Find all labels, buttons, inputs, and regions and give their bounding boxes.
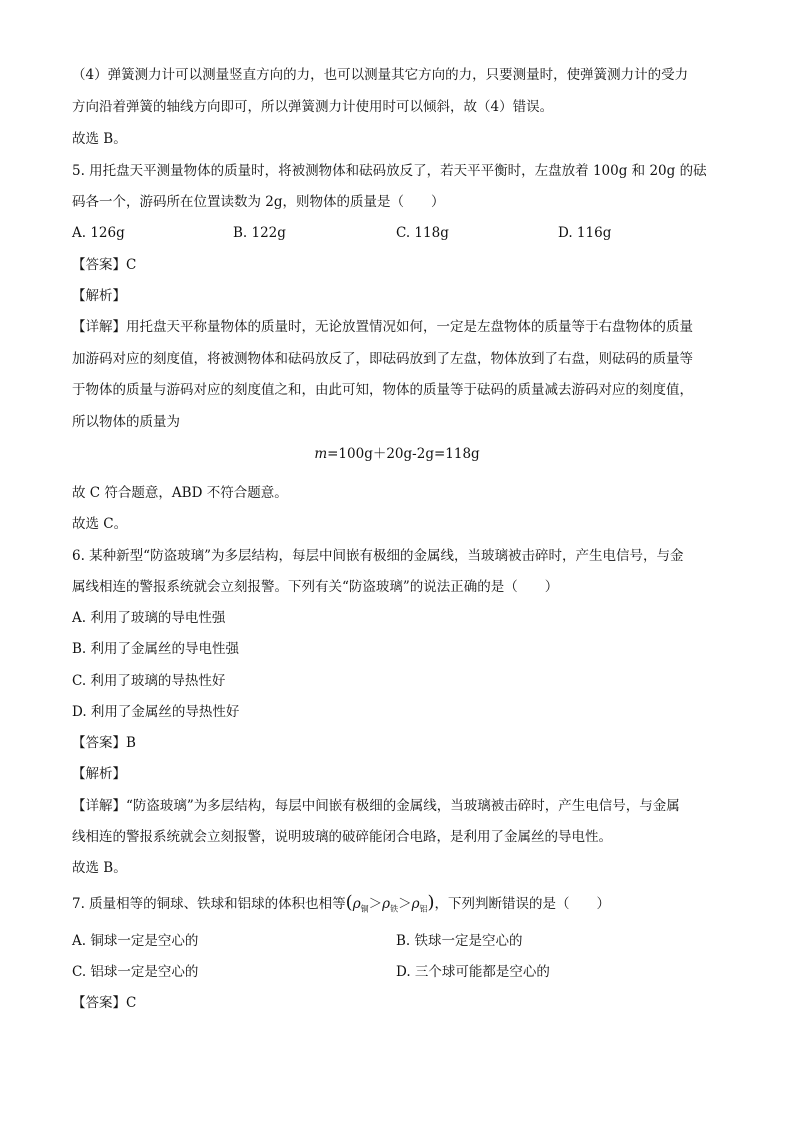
q6-detail-text-1: “防盗玻璃”为多层结构，每层中间嵌有极细的金属线，当玻璃被击碎时，产生电信号，与金属 xyxy=(126,798,680,814)
q6-detail-line-2: 线相连的警报系统就会立刻报警，说明玻璃的破碎能闭合电路，是利用了金属丝的导电性。 xyxy=(72,829,612,845)
q5-detail-line-4: 所以物体的质量为 xyxy=(72,414,180,430)
q5-option-a: A. 126g xyxy=(72,225,125,241)
q7-sub-aluminum: 铝 xyxy=(419,904,428,914)
q6-analysis-tag: 【解析】 xyxy=(72,766,126,782)
q7-stem-end: ，下列判断错误的是（ ） xyxy=(434,896,611,912)
q5-detail-line-1 xyxy=(72,318,693,336)
q7-stem-start: 7. 质量相等的铜球、铁球和铝球的体积也相等 xyxy=(72,896,346,912)
q5-detail-line-2: 加游码对应的刻度值，将被测物体和砝码放反了，即砝码放到了左盘，物体放到了右盘，则砝码的质量等 xyxy=(72,351,693,367)
q5-detail-line-5: 故 C 符合题意，ABD 不符合题意。 xyxy=(72,485,288,501)
q6-detail-line-1 xyxy=(72,797,680,815)
q5-formula-var: m xyxy=(314,446,328,462)
q5-detail-text-1: 用托盘天平称量物体的质量时，无论放置情况如何，一定是左盘物体的质量等于右盘物体的质量 xyxy=(126,319,693,335)
q5-formula xyxy=(0,445,794,463)
q6-option-a: A. 利用了玻璃的导电性强 xyxy=(72,610,226,626)
q5-answer-value: C xyxy=(126,257,137,273)
q7-option-d: D. 三个球可能都是空心的 xyxy=(396,964,550,980)
q7-rho-copper: ρ xyxy=(352,896,361,912)
q5-detail-tag: 【详解】 xyxy=(72,319,126,335)
q7-gt-1: ＞ xyxy=(368,896,383,912)
q5-option-d: D. 116g xyxy=(558,225,612,241)
q6-conclusion: 故选 B。 xyxy=(72,860,127,876)
q7-rho-iron: ρ xyxy=(382,896,391,912)
q6-answer-tag: 【答案】 xyxy=(72,735,126,751)
q7-open-paren: ( xyxy=(345,892,353,913)
q4-conclusion: 故选 B。 xyxy=(72,131,127,147)
q7-gt-2: ＞ xyxy=(398,896,412,912)
q6-option-b: B. 利用了金属丝的导电性强 xyxy=(72,641,240,657)
q7-rho-aluminum: ρ xyxy=(411,896,420,912)
q6-option-c: C. 利用了玻璃的导热性好 xyxy=(72,673,226,689)
q7-sub-iron: 铁 xyxy=(390,904,399,914)
q7-option-a: A. 铜球一定是空心的 xyxy=(72,933,199,949)
q7-option-b: B. 铁球一定是空心的 xyxy=(396,933,523,949)
q5-answer-tag: 【答案】 xyxy=(72,257,126,273)
q7-close-paren: ) xyxy=(427,892,435,913)
q6-detail-tag: 【详解】 xyxy=(72,798,126,814)
q5-analysis-tag: 【解析】 xyxy=(72,288,126,304)
q7-answer-tag: 【答案】 xyxy=(72,995,126,1011)
q6-answer xyxy=(72,734,136,752)
q7-option-c: C. 铝球一定是空心的 xyxy=(72,964,199,980)
q7-answer-value: C xyxy=(126,995,137,1011)
q5-answer xyxy=(72,256,136,274)
q4-explain-line-1: （4）弹簧测力计可以测量竖直方向的力，也可以测量其它方向的力，只要测量时，使弹簧测力计的受力 xyxy=(72,67,689,83)
q5-conclusion: 故选 C。 xyxy=(72,516,128,532)
q7-answer xyxy=(72,994,136,1012)
q6-stem-line-1: 6. 某种新型“防盗玻璃”为多层结构，每层中间嵌有极细的金属线，当玻璃被击碎时，产生电信号，与金 xyxy=(72,548,684,564)
q4-explain-line-2: 方向沿着弹簧的轴线方向即可，所以弹簧测力计使用时可以倾斜，故（4）错误。 xyxy=(72,99,554,115)
q5-detail-line-3: 于物体的质量与游码对应的刻度值之和，由此可知，物体的质量等于砝码的质量减去游码对应的刻度值， xyxy=(72,382,693,398)
q6-stem-line-2: 属线相连的警报系统就会立刻报警。下列有关“防盗玻璃”的说法正确的是（ ） xyxy=(72,579,559,595)
q5-stem-line-2: 码各一个，游码所在位置读数为 2g，则物体的质量是（ ） xyxy=(72,194,445,210)
q5-formula-rest: =100g＋20g-2g=118g xyxy=(327,446,480,462)
q7-stem xyxy=(72,894,610,919)
q6-answer-value: B xyxy=(126,735,136,751)
q5-stem-line-1: 5. 用托盘天平测量物体的质量时，将被测物体和砝码放反了，若天平平衡时，左盘放着 100g 和 20g 的砝 xyxy=(72,163,707,179)
q5-option-b: B. 122g xyxy=(233,225,286,241)
q5-option-c: C. 118g xyxy=(396,225,449,241)
q6-option-d: D. 利用了金属丝的导热性好 xyxy=(72,704,240,720)
q7-sub-copper: 铜 xyxy=(360,904,369,914)
